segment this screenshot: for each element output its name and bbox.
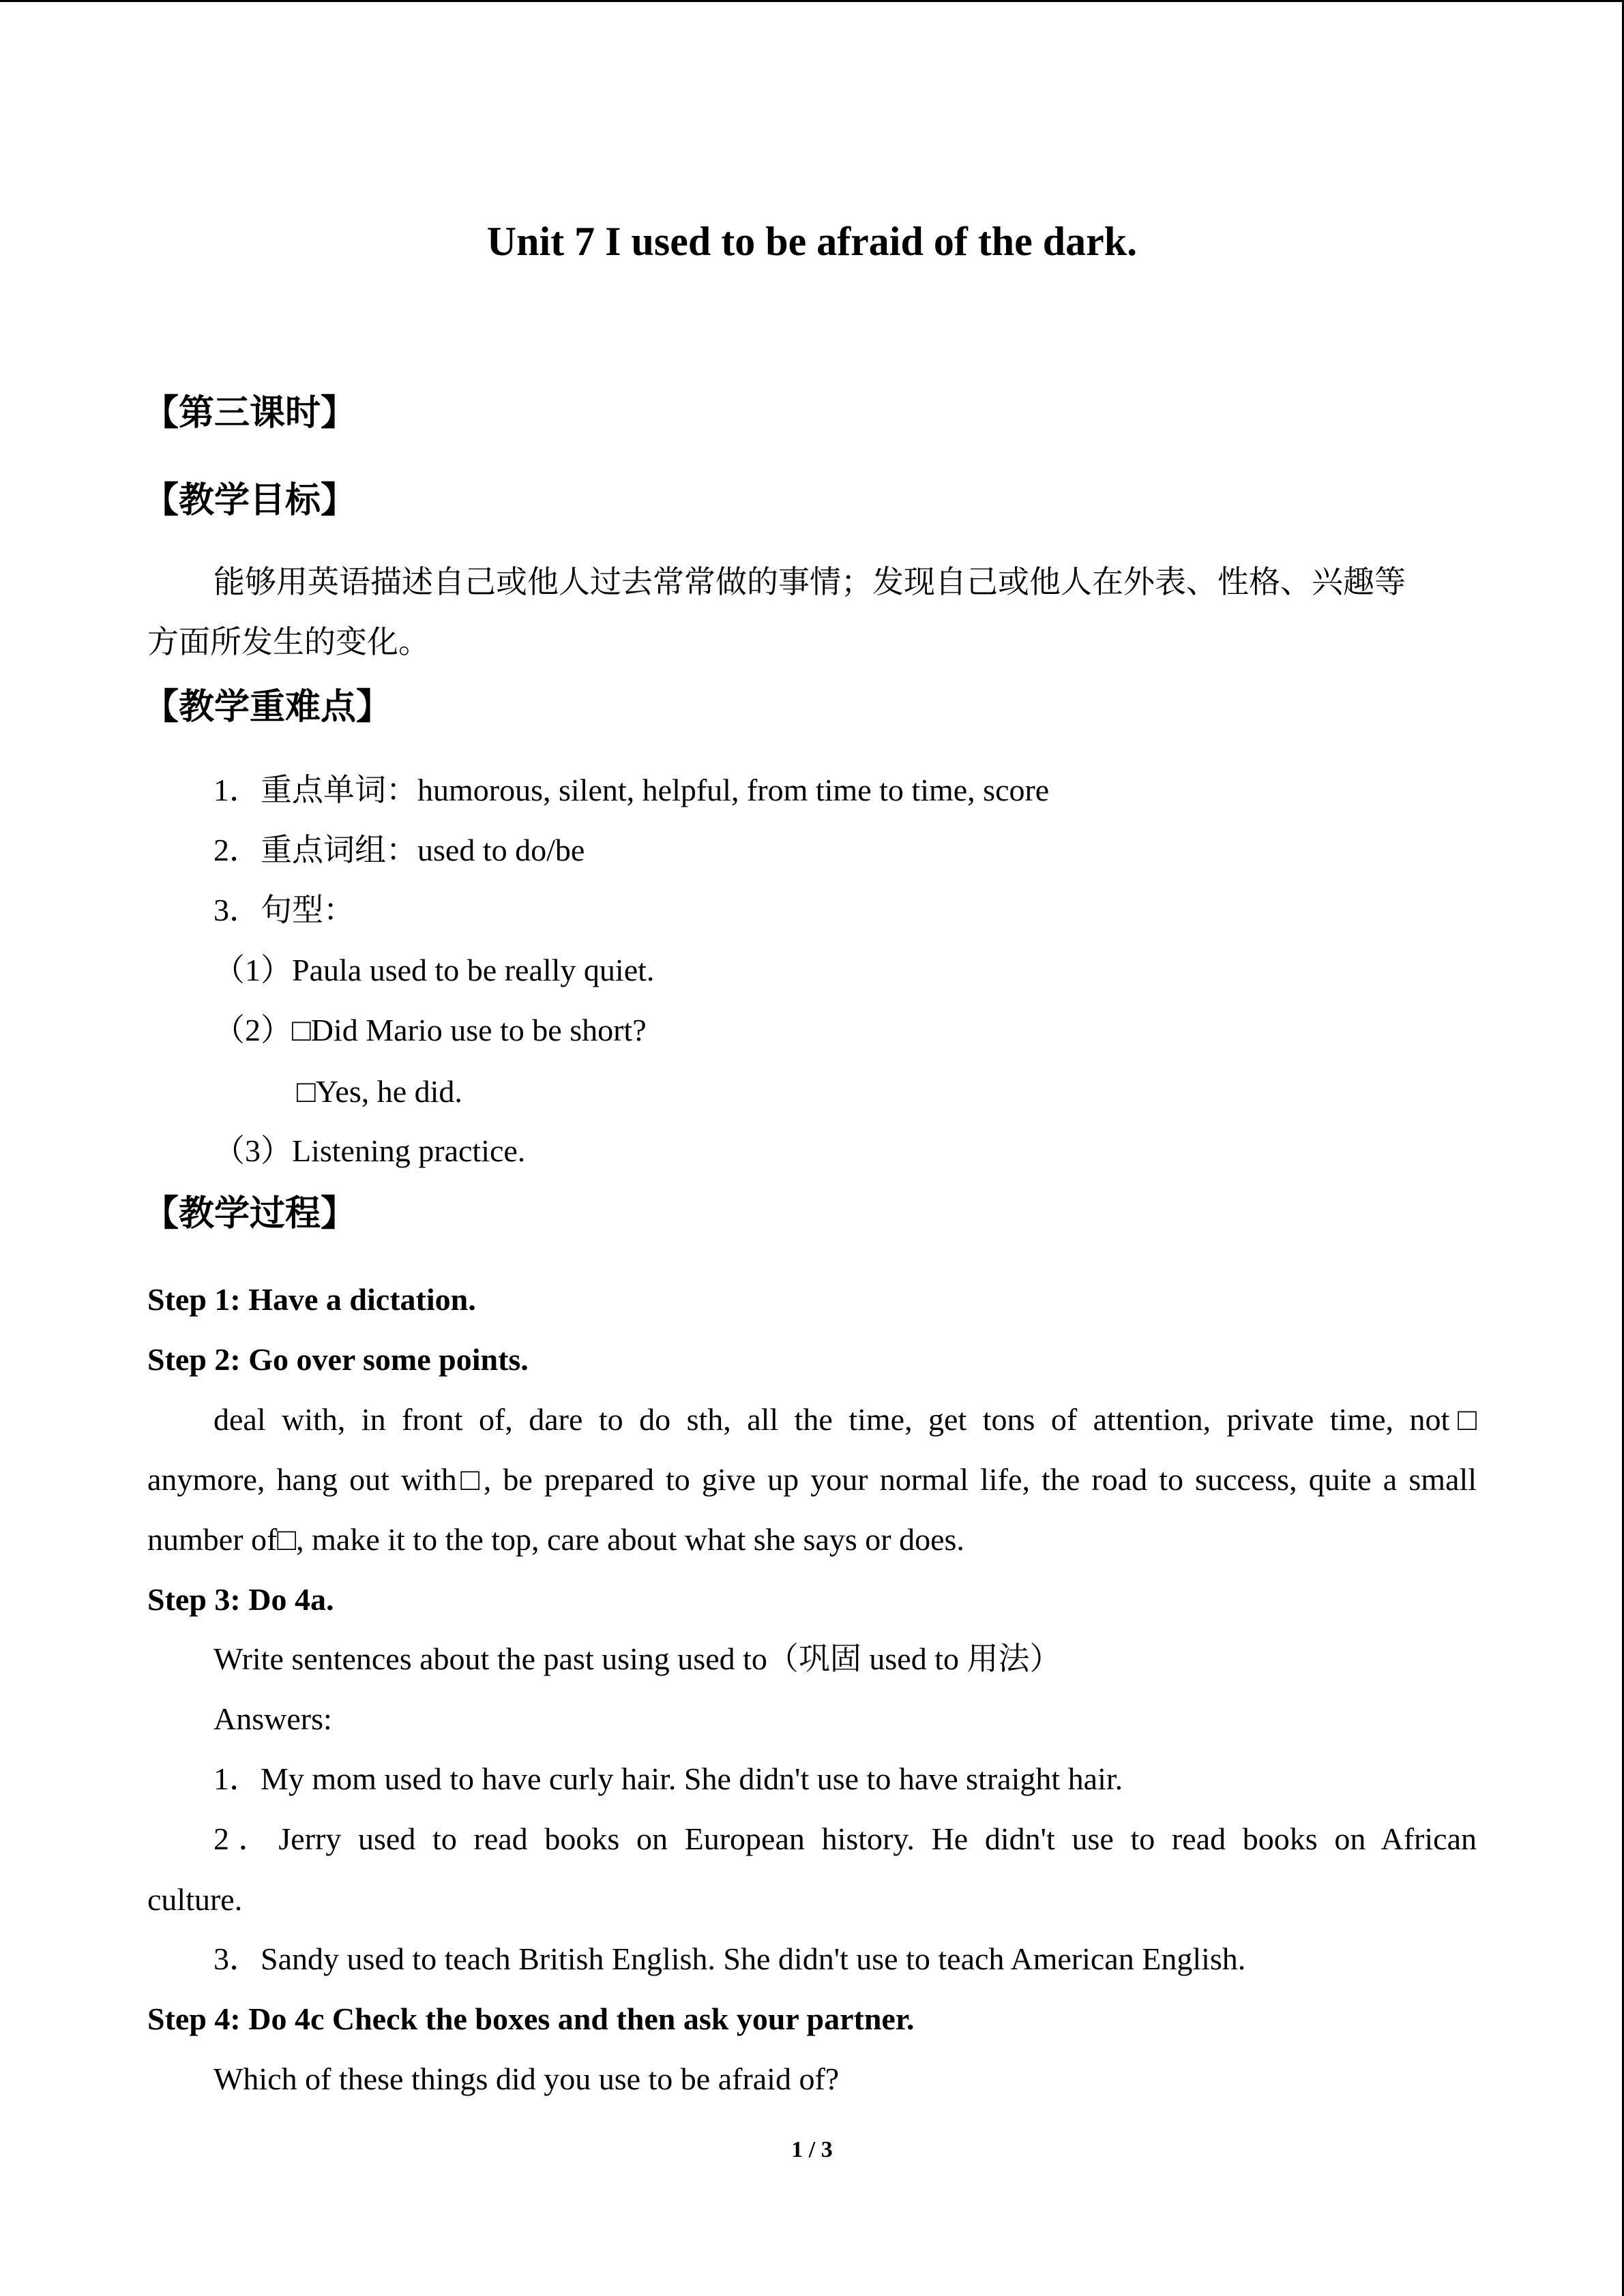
answer-1: 1．My mom used to have curly hair. She didn't use to have straight hair. [213, 1761, 1123, 1796]
keypoint-item-1: 1．重点单词：humorous, silent, helpful, from time to time, score [213, 773, 1050, 807]
step-2-heading: Step 2: Go over some points. [147, 1342, 529, 1377]
step-4-heading: Step 4: Do 4c Check the boxes and then ask your partner. [147, 2001, 915, 2036]
process-heading: 【教学过程】 [143, 1195, 357, 1234]
objectives-text-line1: 能够用英语描述自己或他人过去常常做的事情；发现自己或他人在外表、性格、兴趣等 [213, 565, 1406, 599]
page-number: 1 / 3 [791, 2137, 833, 2162]
step-2-points-line2: anymore, hang out with□, be prepared to give up your normal life, the road to success, quite a small [147, 1462, 1477, 1497]
answer-3: 3．Sandy used to teach British English. She didn't use to teach American English. [213, 1941, 1246, 1976]
document-title: Unit 7 I used to be afraid of the dark. [486, 219, 1138, 264]
keypoint-item-3: 3．句型： [213, 893, 355, 927]
keypoints-heading: 【教学重难点】 [143, 688, 392, 727]
keypoint-sentence-2-answer: □Yes, he did. [297, 1074, 462, 1109]
step-3-instruction: Write sentences about the past using used to（巩固 used to 用法） [213, 1641, 1061, 1676]
lesson-label: 【第三课时】 [143, 394, 357, 433]
objectives-heading: 【教学目标】 [143, 481, 357, 520]
answer-2-line1: 2．Jerry used to read books on European history. He didn't use to read books on African [213, 1821, 1477, 1856]
step-2-points-line3: number of□, make it to the top, care about what she says or does. [147, 1522, 964, 1557]
keypoint-sentence-3: （3）Listening practice. [213, 1133, 526, 1168]
keypoint-sentence-1: （1）Paula used to be really quiet. [213, 953, 655, 987]
keypoint-sentence-2: （2）□Did Mario use to be short? [213, 1013, 647, 1047]
answers-label: Answers: [213, 1701, 332, 1736]
step-4-question: Which of these things did you use to be afraid of? [213, 2061, 840, 2096]
step-3-heading: Step 3: Do 4a. [147, 1582, 334, 1617]
step-2-points-line1: deal with, in front of, dare to do sth, all the time, get tons of attention, private time, not□ [213, 1402, 1477, 1437]
objectives-text-line2: 方面所发生的变化。 [147, 625, 430, 659]
step-1-heading: Step 1: Have a dictation. [147, 1282, 476, 1317]
keypoint-item-2: 2．重点词组：used to do/be [213, 833, 585, 867]
answer-2-line2: culture. [147, 1882, 243, 1917]
